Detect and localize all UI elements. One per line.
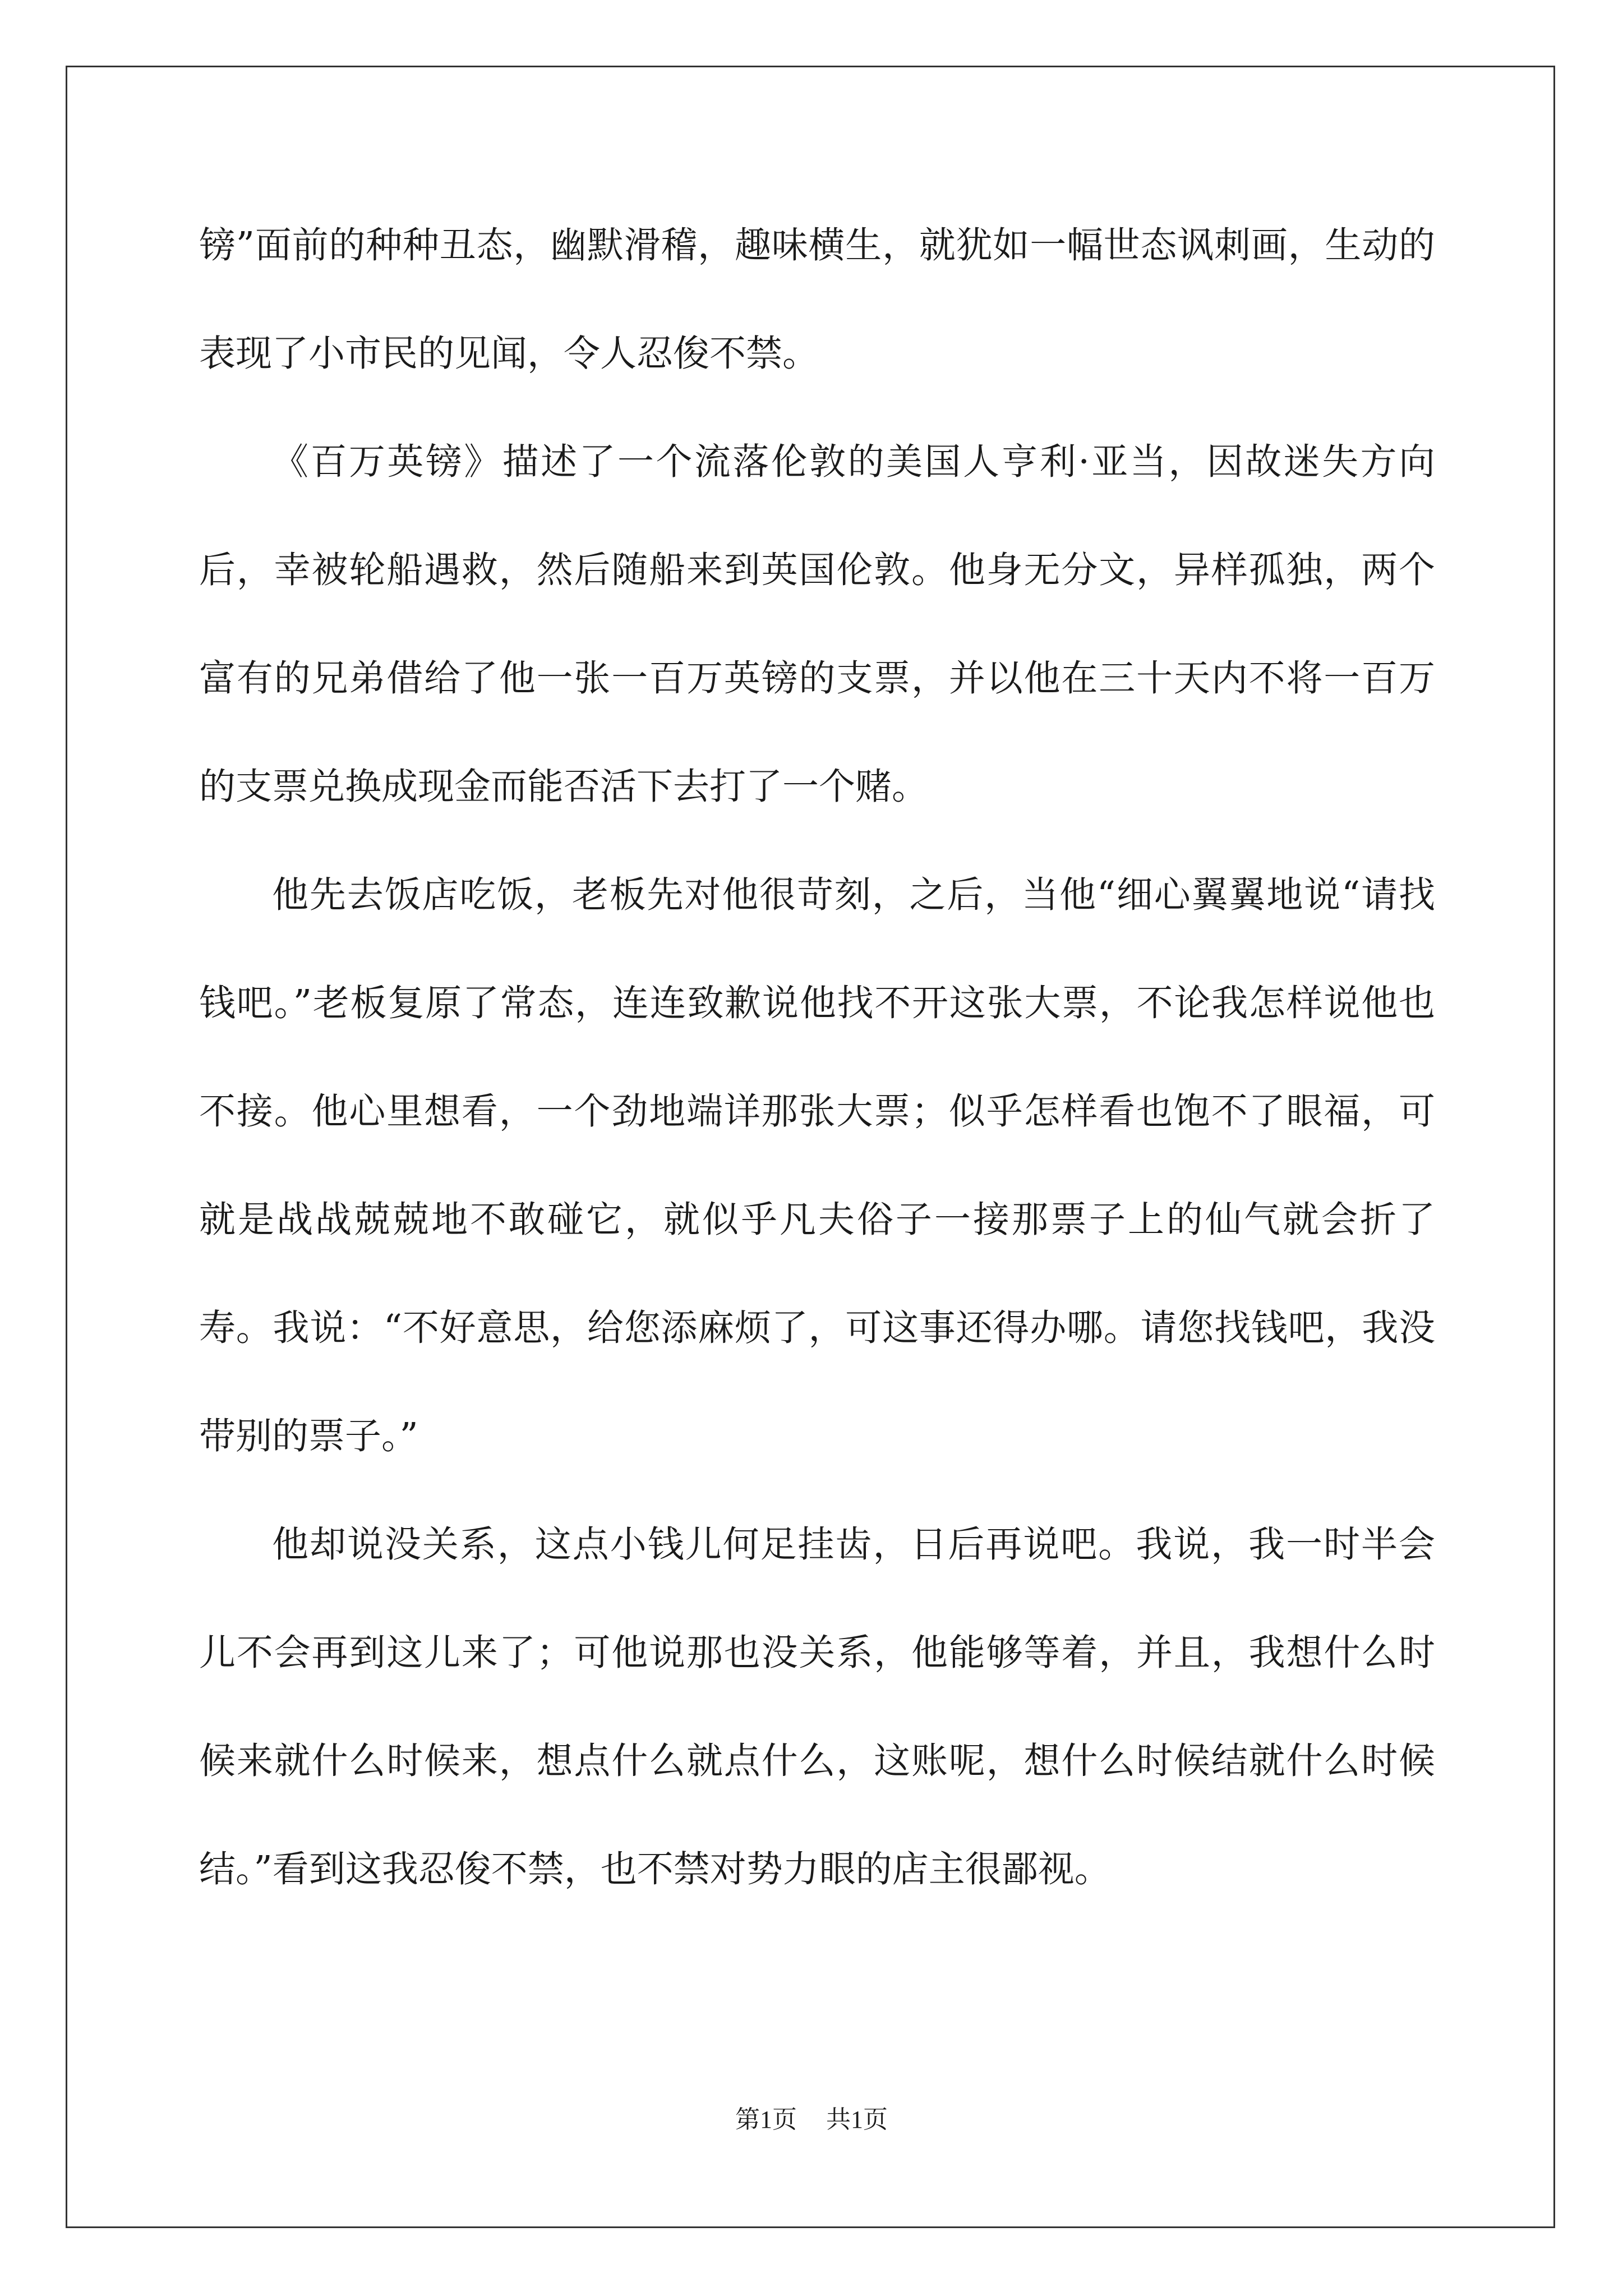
page-total: 共1页 bbox=[826, 2106, 888, 2133]
document-body bbox=[199, 191, 1435, 1924]
paragraph-continuation: 镑”面前的种种丑态，幽默滑稽，趣味横生，就犹如一幅世态讽刺画，生动的表现了小市民的见闻，令人忍俊不禁。 bbox=[199, 224, 1435, 375]
page-number: 第1页 bbox=[735, 2106, 797, 2133]
page-footer bbox=[0, 2099, 1623, 2135]
paragraph-restaurant: 他先去饭店吃饭，老板先对他很苛刻，之后，当他“细心翼翼地说“请找钱吧。”老板复原了常态，连连致歉说他找不开这张大票，不论我怎样说他也不接。他心里想看，一个劲地端详那张大票；似乎怎样看也饱不了眼福，可就是战战兢兢地不敢碰它，就似乎凡夫俗子一接那票子上的仙气就会折了寿。我说：“不好意思，给您添麻烦了，可这事还得办哪。请您找钱吧，我没带别的票子。” bbox=[199, 874, 1435, 1457]
paragraph-summary: 《百万英镑》描述了一个流落伦敦的美国人亨利·亚当，因故迷失方向后，幸被轮船遇救，然后随船来到英国伦敦。他身无分文，异样孤独，两个富有的兄弟借给了他一张一百万英镑的支票，并以他在三十天内不将一百万的支票兑换成现金而能否活下去打了一个赌。 bbox=[199, 441, 1435, 808]
paragraph-reaction: 他却说没关系，这点小钱儿何足挂齿，日后再说吧。我说，我一时半会儿不会再到这儿来了；可他说那也没关系，他能够等着，并且，我想什么时候来就什么时候来，想点什么就点什么，这账呢，想什么时候结就什么时候结。”看到这我忍俊不禁，也不禁对势力眼的店主很鄙视。 bbox=[199, 1524, 1435, 1890]
